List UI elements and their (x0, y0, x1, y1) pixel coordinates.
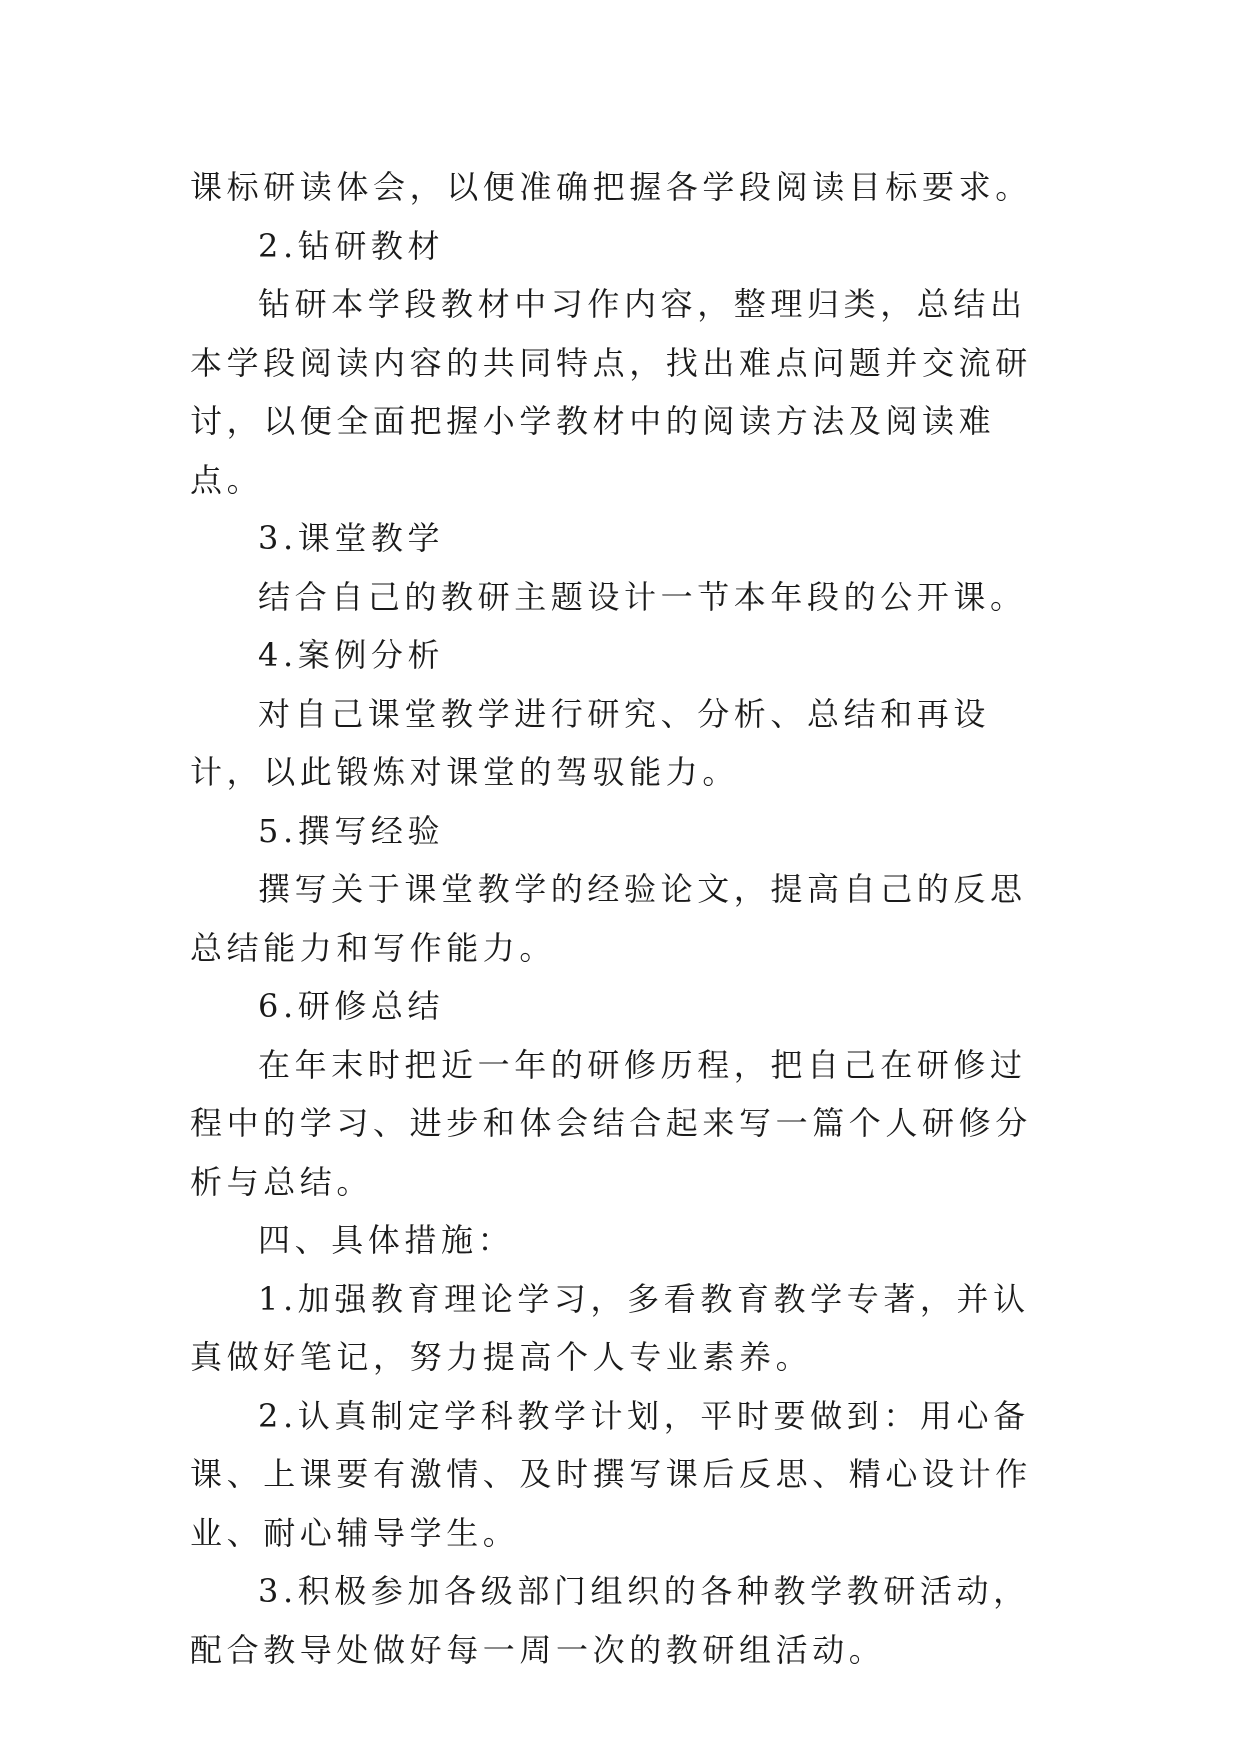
paragraph-case-analysis: 对自己课堂教学进行研究、分析、总结和再设计，以此锻炼对课堂的驾驭能力。 (190, 694, 991, 791)
section-heading-write-experience: 5.撰写经验 (258, 811, 445, 850)
paragraph-continuation: 课标研读体会，以便准确把握各学段阅读目标要求。 (190, 168, 1032, 206)
section-heading-specific-measures: 四、具体措施： (258, 1221, 515, 1259)
paragraph-classroom-teaching: 结合自己的教研主题设计一节本年段的公开课。 (258, 577, 1027, 616)
document-body (190, 158, 1052, 1679)
measure-item-3: 3.积极参加各级部门组织的各种教学教研活动，配合教导处做好每一周一次的教研组活动。 (190, 1572, 1030, 1669)
paragraph-study-textbook: 钻研本学段教材中习作内容，整理归类，总结出本学段阅读内容的共同特点，找出难点问题并交流研讨，以便全面把握小学教材中的阅读方法及阅读难点。 (190, 285, 1032, 499)
section-heading-case-analysis: 4.案例分析 (258, 636, 445, 674)
measure-item-1: 1.加强教育理论学习，多看教育教学专著，并认真做好笔记，努力提高个人专业素养。 (190, 1279, 1030, 1376)
section-heading-classroom-teaching: 3.课堂教学 (258, 519, 445, 557)
paragraph-training-summary: 在年末时把近一年的研修历程，把自己在研修过程中的学习、进步和体会结合起来写一篇个人研修分析与总结。 (190, 1045, 1032, 1201)
section-heading-training-summary: 6.研修总结 (258, 987, 445, 1025)
paragraph-write-experience: 撰写关于课堂教学的经验论文，提高自己的反思总结能力和写作能力。 (190, 870, 1027, 967)
measure-item-2: 2.认真制定学科教学计划，平时要做到：用心备课、上课要有激情、及时撰写课后反思、精心设计作业、耐心辅导学生。 (190, 1396, 1032, 1552)
section-heading-study-textbook: 2.钻研教材 (258, 226, 445, 265)
